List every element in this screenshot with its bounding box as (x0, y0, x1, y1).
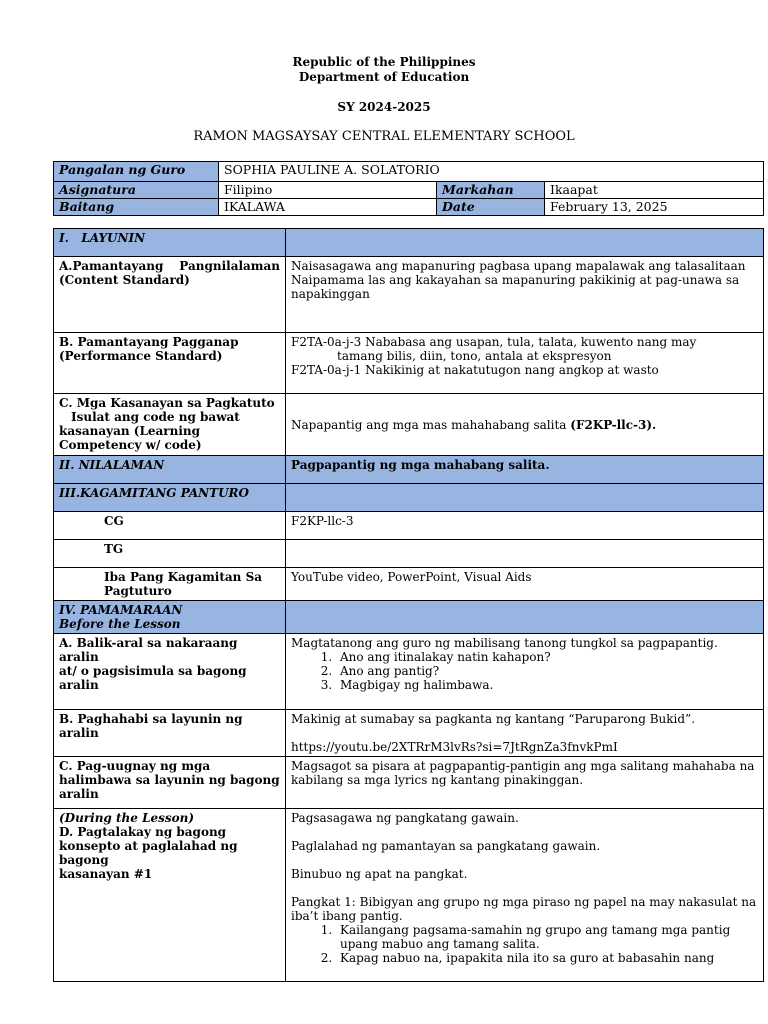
cg-value: F2KP-llc-3 (286, 512, 764, 540)
youtube-link[interactable]: https://youtu.be/2XTRrM3lvRs?si=7JtRgnZa3fnvkPmI (291, 740, 618, 754)
header-school-year: SY 2024-2025 (337, 100, 431, 114)
teacher-value: SOPHIA PAULINE A. SOLATORIO (219, 162, 764, 182)
section-kagamitan-fill (286, 484, 764, 512)
section-nilalaman: II. NILALAMAN (54, 456, 286, 484)
competency-value: Napapantig ang mga mas mahahabang salita (F2KP-llc-3). (286, 394, 764, 456)
step-d-label: (During the Lesson) D. Pagtalakay ng bagong konsepto at paglalahad ng bagong kasanayan #1 (54, 809, 286, 982)
section-pamamaraan-fill (286, 601, 764, 634)
iba-value: YouTube video, PowerPoint, Visual Aids (286, 568, 764, 601)
content-standard-value: Naisasagawa ang mapanuring pagbasa upang mapalawak ang talasalitaan Naipamama las ang kakayahan sa mapanuring pakikinig at pag-unawa sa napakinggan (286, 257, 764, 333)
tg-label: TG (54, 540, 286, 568)
subject-value: Filipino (219, 182, 437, 199)
quarter-value: Ikaapat (545, 182, 764, 199)
step-c-value: Magsagot sa pisara at pagpapantig-pantigin ang mga salitang mahahaba na kabilang sa mga lyrics ng kantang pinakinggan. (286, 757, 764, 809)
section-layunin-fill (286, 229, 764, 257)
header-department: Department of Education (298, 70, 470, 84)
grade-value: IKALAWA (219, 199, 437, 216)
subject-label: Asignatura (54, 182, 219, 199)
tg-value (286, 540, 764, 568)
competency-label: C. Mga Kasanayan sa Pagkatuto Isulat ang code ng bawat kasanayan (Learning Competency w/ code) (54, 394, 286, 456)
step-b-value: Makinig at sumabay sa pagkanta ng kantang “Paruparong Bukid”. https://youtu.be/2XTRrM3lvRs?si=7JtRgnZa3fnvkPmI (286, 710, 764, 757)
date-label: Date (437, 199, 545, 216)
quarter-label: Markahan (437, 182, 545, 199)
iba-label: Iba Pang Kagamitan Sa Pagtuturo (54, 568, 286, 601)
step-a-label: A. Balik-aral sa nakaraang aralin at/ o pagsisimula sa bagong aralin (54, 634, 286, 710)
grade-label: Baitang (54, 199, 219, 216)
content-standard-label: A.Pamantayang Pangnilalaman (Content Standard) (54, 257, 286, 333)
teacher-label: Pangalan ng Guro (54, 162, 219, 182)
list-item: 2. Ano ang pantig? (336, 664, 758, 678)
nilalaman-value: Pagpapantig ng mga mahabang salita. (286, 456, 764, 484)
header-school: RAMON MAGSAYSAY CENTRAL ELEMENTARY SCHOOL (193, 129, 575, 144)
lesson-plan-table (53, 228, 764, 982)
step-a-value: Magtatanong ang guro ng mabilisang tanong tungkol sa pagpapantig. 1. Ano ang itinalakay natin kahapon? 2. Ano ang pantig? 3. Magbigay ng halimbawa. (286, 634, 764, 710)
step-d-value: Pagsasagawa ng pangkatang gawain. Paglalahad ng pamantayan sa pangkatang gawain. Binubuo ng apat na pangkat. Pangkat 1: Bibigyan ang grupo ng mga piraso ng papel na may nakasulat na iba’t ibang pantig. 1. Kailangang pagsama-samahin ng grupo ang tamang mga pantig upang mabuo ang tamang salita. 2. Kapag nabuo na, ipapakita nila ito sa guro at babasahin nang (286, 809, 764, 982)
list-item: 1. Ano ang itinalakay natin kahapon? (336, 650, 758, 664)
list-item: 2. Kapag nabuo na, ipapakita nila ito sa guro at babasahin nang (336, 951, 758, 965)
date-value: February 13, 2025 (545, 199, 764, 216)
step-b-label: B. Paghahabi sa layunin ng aralin (54, 710, 286, 757)
info-table (53, 161, 764, 216)
list-item: 1. Kailangang pagsama-samahin ng grupo ang tamang mga pantig upang mabuo ang tamang salita. (336, 923, 758, 951)
cg-label: CG (54, 512, 286, 540)
step-c-label: C. Pag-uugnay ng mga halimbawa sa layunin ng bagong aralin (54, 757, 286, 809)
section-kagamitan: III.KAGAMITANG PANTURO (54, 484, 286, 512)
performance-standard-value: F2TA-0a-j-3 Nababasa ang usapan, tula, talata, kuwento nang may tamang bilis, diin, tono, antala at ekspresyon F2TA-0a-j-1 Nakikinig at nakatutugon nang angkop at wasto (286, 333, 764, 394)
section-layunin: I. LAYUNIN (54, 229, 286, 257)
header-republic: Republic of the Philippines (292, 55, 476, 69)
list-item: 3. Magbigay ng halimbawa. (336, 678, 758, 692)
performance-standard-label: B. Pamantayang Pagganap (Performance Standard) (54, 333, 286, 394)
section-pamamaraan: IV. PAMAMARAAN Before the Lesson (54, 601, 286, 634)
